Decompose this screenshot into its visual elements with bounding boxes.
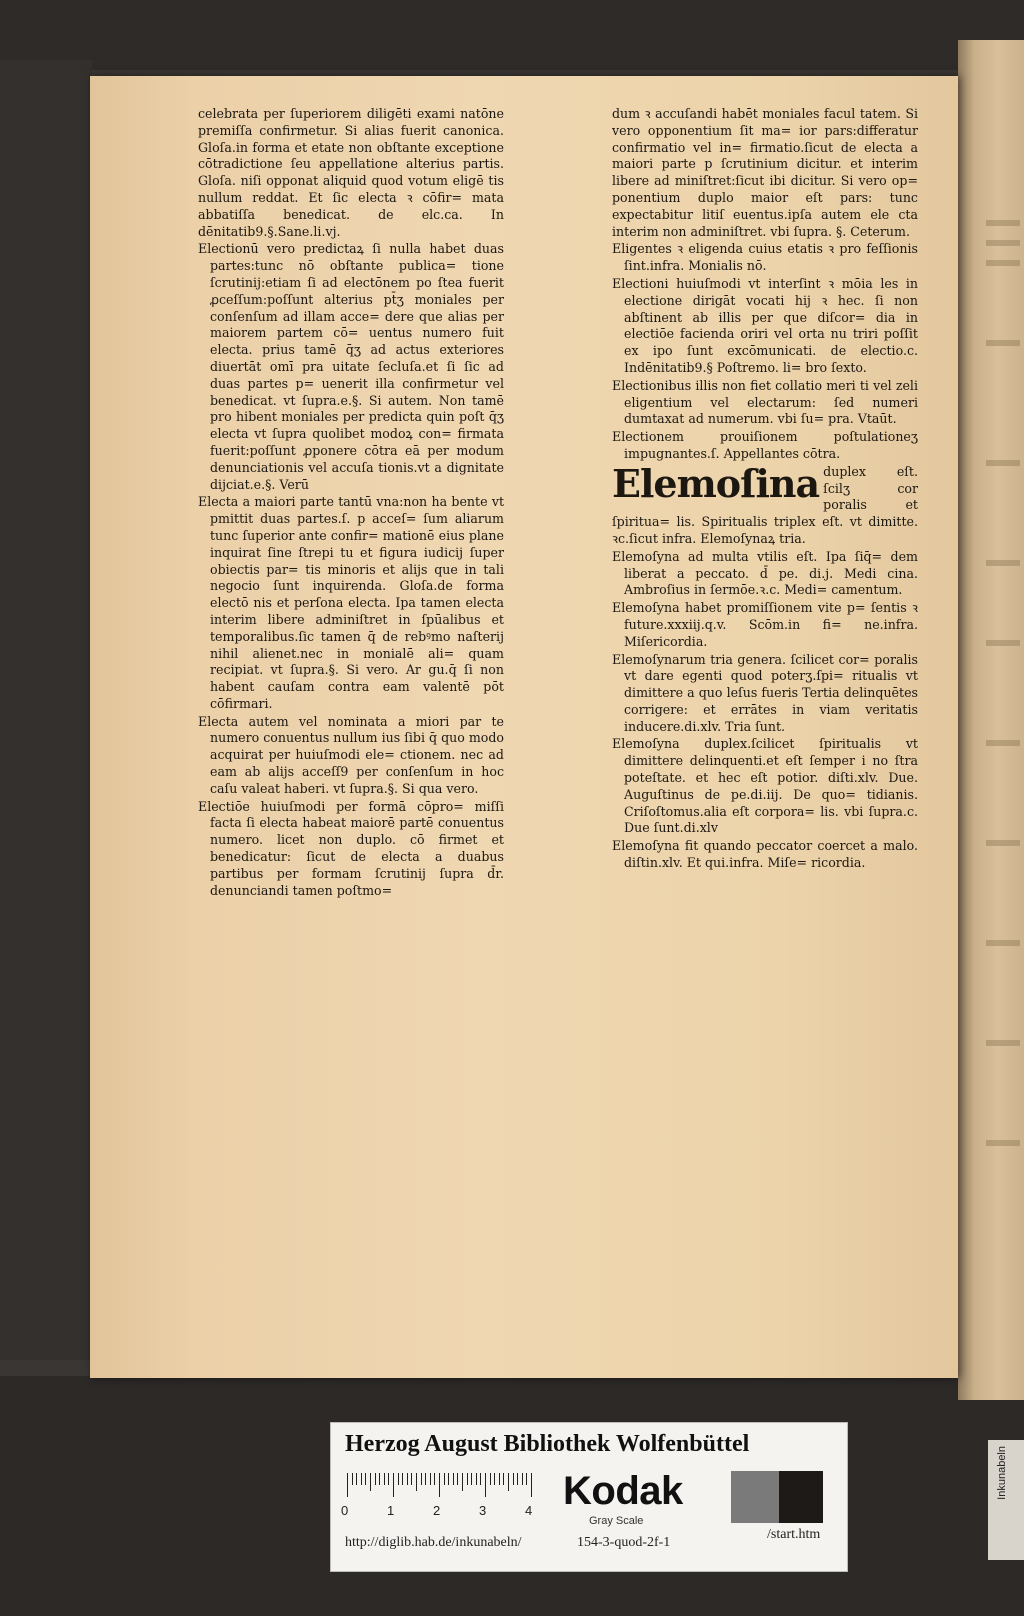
ruler-tick [444, 1473, 445, 1485]
entry-elemosina [612, 460, 918, 548]
ruler-tick [457, 1473, 458, 1485]
url-tail: /start.htm [767, 1527, 821, 1542]
ruler-number: 1 [387, 1503, 395, 1518]
ruler-tick [393, 1473, 394, 1497]
paragraph: dum ꝛ accuſandi habēt moniales facul tatem. Si vero opponentium ſit ma= ior pars:differatur confirmatio vel in= firmatio.ſicut de electa a maiori parte p ſcrutinium dicitur. et interim libere ad miniſtret:ſicut ibi dicitur. Si vero op= ponentium duplo maior eſt pars: tunc expectabitur litiſ euentus.ipſa autem ele cta interim non adminiſtret. vbi ſupra. §. Ceterum. [612, 106, 918, 239]
ruler-number: 0 [341, 1503, 349, 1518]
scan-background-left [0, 60, 92, 1360]
url-id: 154-3-quod-2f-1 [577, 1535, 671, 1550]
paragraph: celebrata per ſuperiorem diligēti exami natōne premiſſa confirmetur. Si alias fuerit canonica. Gloſa.in forma et etate non obſtante exceptione cōtradictione ſeu appellatione alterius partis. Gloſa. niſi opponat aliquid quod votum eligē tis nullum reddat. Et ſic electa ꝛ cōfir= mata abbatiſſa benedicat. de elc.ca. In dēnitatib9.§.Sane.li.vj. [198, 106, 504, 239]
ruler-tick [352, 1473, 353, 1485]
paragraph: Electioni huiuſmodi vt interſint ꝛ mōia les in electione dirigāt vocati hij ꝛ hec. ſi non abſtinent ab illis per que diſcor= dia in electiōe facienda oriri vel orta nu triri poſſit ex ipo ſunt excōmunicati. de electio.c. Indēnitatib9.§ Poſtremo. li= bro ſexto. [612, 275, 918, 375]
ruler-number: 4 [525, 1503, 533, 1518]
ruler-tick [490, 1473, 491, 1485]
ruler-number: 2 [433, 1503, 441, 1518]
side-card-label: Inkunabeln [996, 1446, 1008, 1500]
paragraph: Electa autem vel nominata a miori par te numero conuentus nullum ius ſibi q̄ quo modo acquirat per huiuſmodi ele= ctionem. nec ad eam ab alijs acceſſ9 per conſenſum in hoc caſu valeat haberi. vt ſupra.§. Si qua vero. [198, 713, 504, 796]
kodak-logo: Kodak [563, 1469, 683, 1513]
ruler-tick [356, 1473, 357, 1485]
paragraph: Elemoſyna habet promiſſionem vite p= ſentis ꝛ future.xxxiij.q.v. Scōm.in fi= ne.infra. Miſericordia. [612, 600, 918, 649]
ruler-tick [485, 1473, 486, 1497]
ruler-tick [526, 1473, 527, 1485]
ruler-tick [503, 1473, 504, 1485]
ruler-tick [531, 1473, 532, 1497]
ruler-tick [388, 1473, 389, 1485]
facing-page-edge [958, 40, 1024, 1400]
ruler-tick [398, 1473, 399, 1485]
ruler-tick [430, 1473, 431, 1485]
ruler-tick [453, 1473, 454, 1485]
library-name: Herzog August Bibliothek Wolfenbüttel [345, 1431, 750, 1457]
library-color-card [330, 1422, 848, 1572]
right-column [612, 106, 918, 873]
ruler-tick [462, 1473, 463, 1491]
ruler-tick [480, 1473, 481, 1485]
paragraph: Electa a maiori parte tantū vna:non ha bente vt pmittit duas partes.ſ. p acceſ= ſum aliarum tunc ſuperior ante confir= mationē eius plane inquirat ſine ſtrepi tu et figura iudicij ſuper obiectis par= tis minoris et alijs que in tali negocio ſunt inquirenda. Gloſa.de forma electō nis et perſona electa. Ipa tamen electa interim libere adminiſtret in ſpūalibus et temporalibus.ſic tamen q̄ de rebꝰmo naſterij nihil alienet.nec in monialē ali= quam recipiat. vt ſupra.§. Si vero. Ar gu.q̄ ſi non habent cauſam contra eam valentē pōt cōfirmari. [198, 494, 504, 711]
ruler-tick [370, 1473, 371, 1491]
ruler-tick [379, 1473, 380, 1485]
gray-scale-label: Gray Scale [589, 1515, 644, 1527]
ruler-tick [375, 1473, 376, 1485]
paragraph: Electionem prouiſionem poſtulationeʒ impugnantes.ſ. Appellantes cōtra. [612, 429, 918, 461]
url-base: http://diglib.hab.de/inkunabeln/ [345, 1535, 522, 1550]
black-swatch [779, 1471, 823, 1523]
ruler-tick [416, 1473, 417, 1491]
ruler-tick [508, 1473, 509, 1491]
ruler-scale [347, 1473, 537, 1499]
ruler-tick [471, 1473, 472, 1485]
ruler-tick [517, 1473, 518, 1485]
ruler-number: 3 [479, 1503, 487, 1518]
gray-swatch [731, 1471, 779, 1523]
ruler-tick [365, 1473, 366, 1485]
ruler-tick [425, 1473, 426, 1485]
paragraph: Eligentes ꝛ eligenda cuius etatis ꝛ pro feſſionis ſint.infra. Monialis nō. [612, 241, 918, 274]
paragraph: Electiōe huiuſmodi per formā cōpro= miſſi facta ſi electa habeat maiorē partē conuentus numero. licet non duplo. cō firmet et benedicatur: ſicut de electa a duabus partibus per formam ſcrutinij ſupra d̄r. denunciandi tamen poſtmo= [198, 798, 504, 898]
scan-background-top [0, 0, 1024, 70]
side-card [988, 1440, 1024, 1560]
paragraph: Electionū vero predictaꝝ ſi nulla habet duas partes:tunc nō obſtante publica= tione ſcrutinij:etiam ſi ad electōnem po ſtea fuerit ꝓceſſum:poſſunt alterius pt̄ʒ moniales per conſenſum ad illam acce= dere que alias per maiorem partem cō= uentus numero fuit electa. prius tamē q̄ʒ ad actus exteriores diuertāt omī pra uitate ſecluſa.et ſi ſic ad duas partes p= uenerit illa confirmetur vel benedicat. vt ſupra.e.§. Si autem. Non tamē pro hibent moniales per predicta quin poſt q̄ʒ electa vt ſupra quolibet modoꝝ con= firmata fuerit:poſſunt ꝓponere cōtra eā per modum denunciationis vel accuſa tionis.vt a dignitate dijciat.e.§. Verū [198, 241, 504, 492]
ruler-tick [494, 1473, 495, 1485]
ruler-tick [361, 1473, 362, 1485]
ruler-tick [448, 1473, 449, 1485]
ruler-tick [421, 1473, 422, 1485]
initial-heading: Elemoſina [612, 460, 820, 506]
paragraph: Elemoſyna ad multa vtilis eſt. Ipa ſiq̄= dem liberat a peccato. d̄ pe. di.j. Medi cina. Ambroſius in ſermōe.ꝛ.c. Medi= camentum. [612, 548, 918, 598]
paragraph: Elemoſyna fit quando peccator coercet a malo. diſtin.xlv. Et qui.infra. Miſe= ricordia. [612, 838, 918, 871]
ruler-tick [402, 1473, 403, 1485]
ruler-tick [476, 1473, 477, 1485]
ruler-tick [522, 1473, 523, 1485]
ruler-tick [467, 1473, 468, 1485]
paragraph: Electionibus illis non fiet collatio meri ti vel zeli eligentium vel electarum: ſed numeri dumtaxat ad numerum. vbi ſu= pra. Vtaūt. [612, 377, 918, 427]
ruler-tick [347, 1473, 348, 1497]
ruler-tick [407, 1473, 408, 1485]
ruler-tick [513, 1473, 514, 1485]
paragraph-text: duplex eſt. ſcilʒ cor poralis et ſpiritua= lis. Spiritualis triplex eſt. vt dimitte. ꝛc.ſicut infra. Elemoſynaꝝ tria. [612, 463, 918, 546]
ruler-tick [434, 1473, 435, 1485]
paragraph: Elemoſynarum tria genera. ſcilicet cor= poralis vt dare egenti quod poterʒ.ſpi= ritualis vt dimittere a quo leſus fueris Tertia delinquētes corrigere: et errātes in viam veritatis inducere.di.xlv. Tria ſunt. [612, 651, 918, 734]
ruler-tick [499, 1473, 500, 1485]
left-column [198, 106, 504, 900]
ruler-tick [411, 1473, 412, 1485]
ruler-tick [439, 1473, 440, 1497]
paragraph: Elemoſyna duplex.ſcilicet ſpiritualis vt dimittere delinquenti.et eſt ſemper i no ſtra poteſtate. et hec eſt potior. diſti.xlv. Due. Auguſtinus de pe.di.iij. De quo= tidianis. Criſoſtomus.alia eſt corpora= lis. vbi ſupra.c. Due ſunt.di.xlv [612, 736, 918, 836]
ruler-tick [384, 1473, 385, 1485]
